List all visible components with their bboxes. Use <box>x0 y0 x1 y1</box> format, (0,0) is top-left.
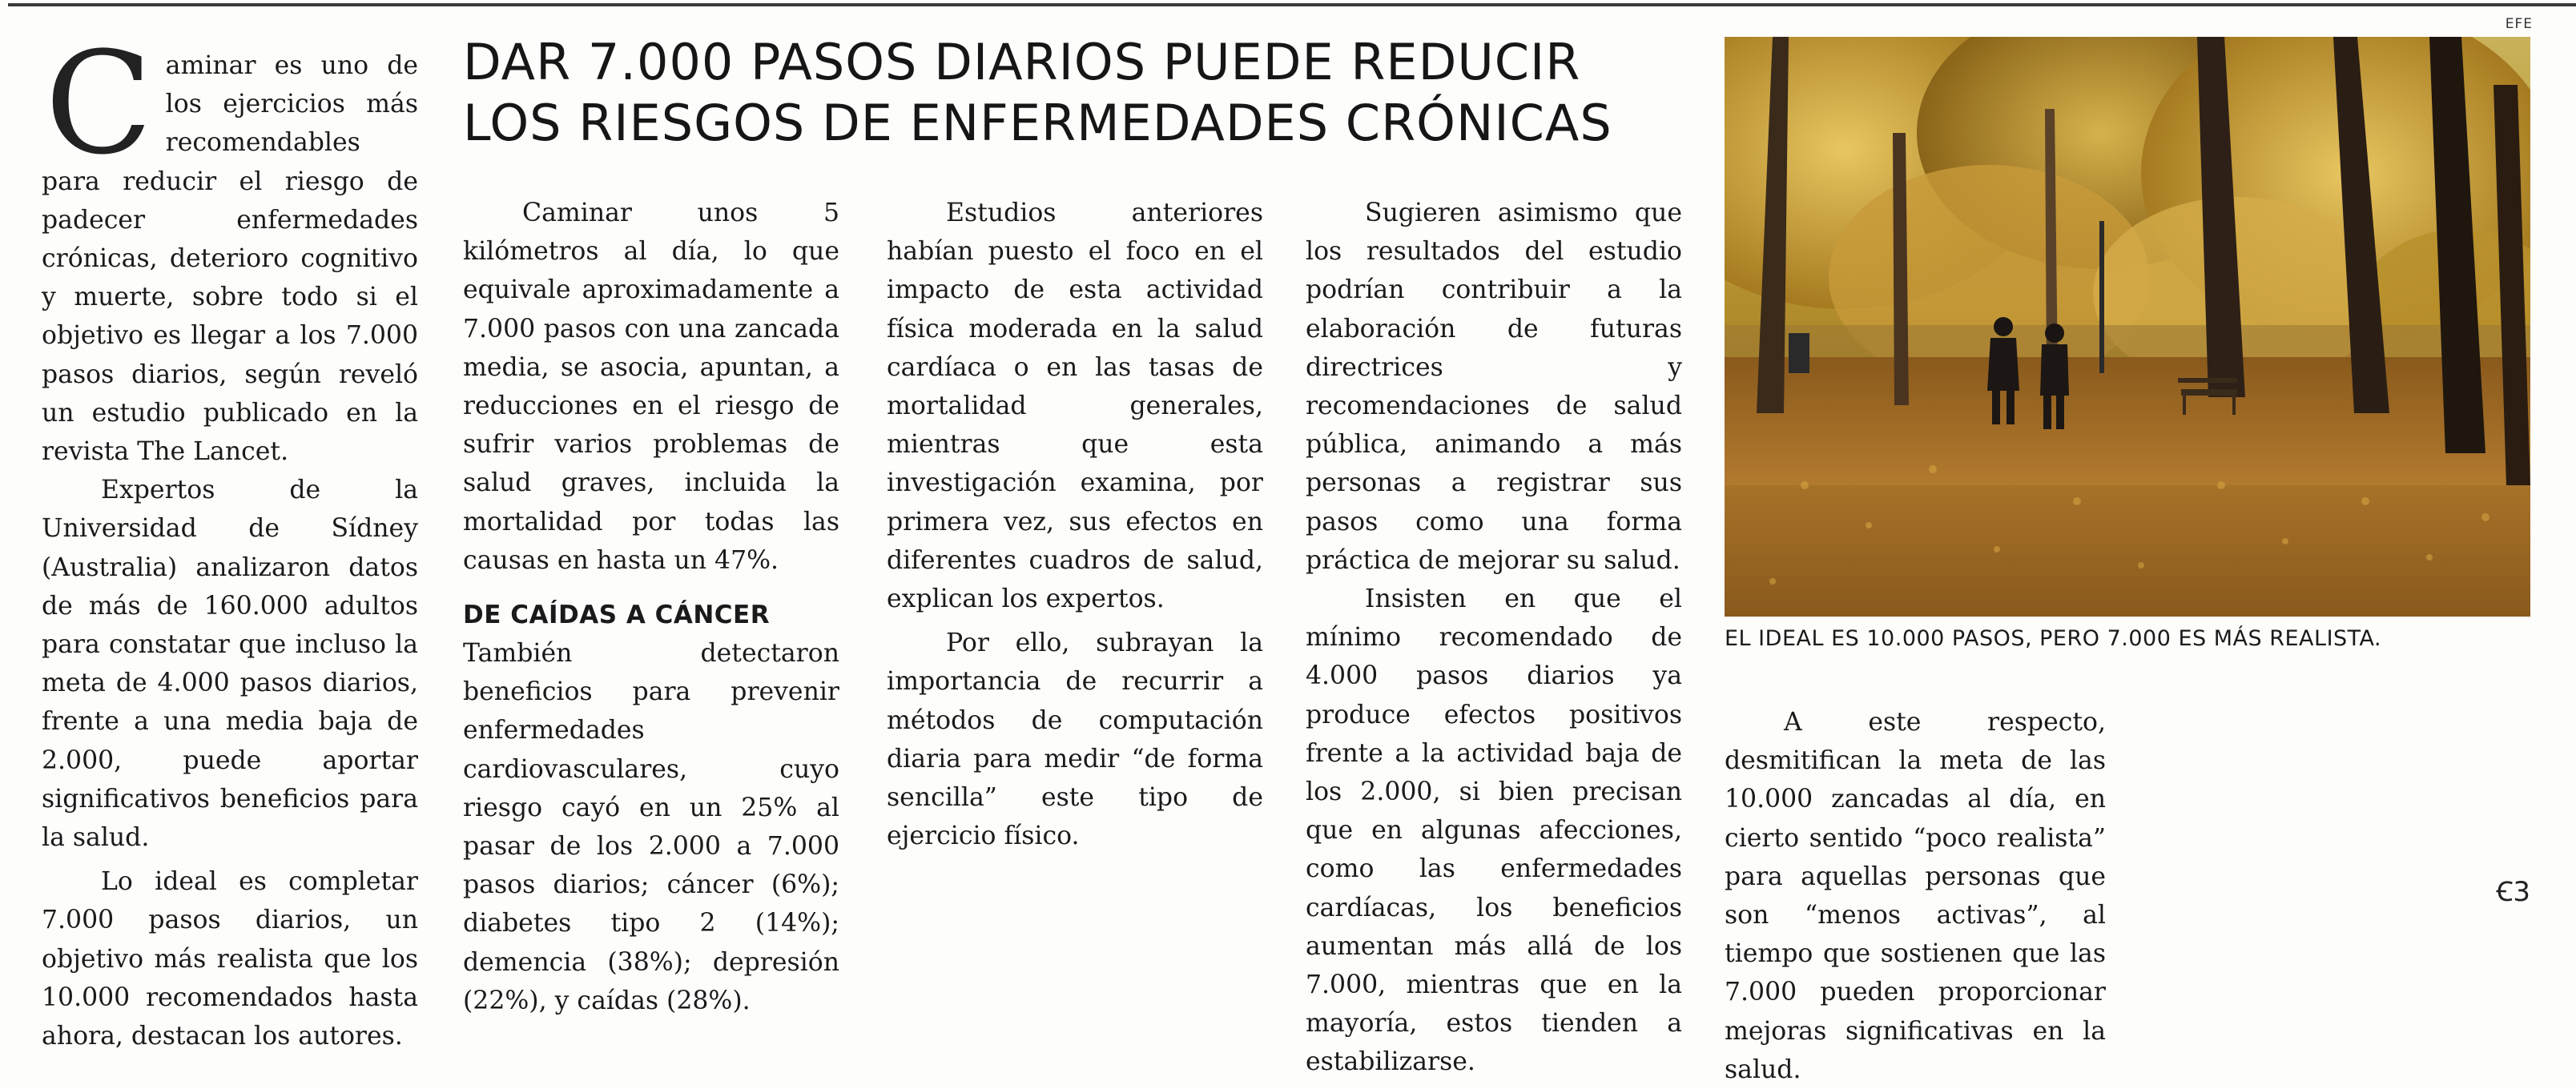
photo-caption: EL IDEAL ES 10.000 PASOS, PERO 7.000 ES MÁS REALISTA. <box>1725 626 2382 651</box>
column-1 <box>42 22 418 1055</box>
paragraph-8: Sugieren asimismo que los resultados del estudio podrían contribuir a la elaboración de futuras directrices y recomendaciones de salud pública, animando a más personas a registrar sus pasos como una forma práctica de mejorar su salud. <box>1306 199 1682 575</box>
paragraph-3: Lo ideal es completar 7.000 pasos diarios, un objetivo más realista que los 10.000 recomendados hasta ahora, destacan los autores. <box>42 867 418 1051</box>
park-photo <box>1725 37 2530 617</box>
column-4 <box>1306 194 1682 1082</box>
column-3 <box>887 194 1263 855</box>
column-5 <box>1725 703 2106 1089</box>
photo-credit: EFE <box>2505 16 2533 32</box>
paragraph-1 <box>42 22 418 471</box>
paragraph-5: También detectaron beneficios para prevenir enfermedades cardiovasculares, cuyo riesgo cayó en un 25% al pasar de los 2.000 a 7.000 pasos diarios; cáncer (6%); diabetes tipo 2 (14%); demencia (38%); depresión (22%), y caídas (28%). <box>463 639 839 1015</box>
column-6 <box>2149 873 2530 911</box>
body-text-1: aminar es uno de los ejercicios más recomendables para reducir el riesgo de padecer enfermedades crónicas, deterioro cognitivo y muerte, sobre todo si el objetivo es llegar a los 7.000 pasos diarios, según reveló un estudio publicado en la revista The Lancet. <box>42 51 418 467</box>
paragraph-2: Expertos de la Universidad de Sídney (Australia) analizaron datos de más de 160.000 adultos para constatar que incluso la meta de 4.000 pasos diarios, frente a una media baja de 2.000, puede aportar significativos beneficios para la salud. <box>42 476 418 853</box>
paragraph-6: Estudios anteriores habían puesto el foco en el impacto de esta actividad física moderada en la salud cardíaca o en las tasas de mortalidad generales, mientras que esta investigación examina, por primera vez, sus efectos en diferentes cuadros de salud, explican los expertos. <box>887 199 1263 614</box>
drop-cap: C <box>45 22 153 186</box>
paragraph-9: Insisten en que el mínimo recomendado de 4.000 pasos diarios ya produce efectos positivos frente a la actividad baja de los 2.000, si bien precisan que en algunas afecciones, como las enfermedades cardíacas, los beneficios aumentan más allá de los 7.000, mientras que en la mayoría, estos tienden a estabilizarse. <box>1306 585 1682 1077</box>
end-mark: Ꞓ3 <box>2496 876 2530 908</box>
subheading: DE CAÍDAS A CÁNCER <box>463 601 771 630</box>
headline: DAR 7.000 PASOS DIARIOS PUEDE REDUCIR LOS RIESGOS DE ENFERMEDADES CRÓNICAS <box>463 33 1612 152</box>
paragraph-4: Caminar unos 5 kilómetros al día, lo que equivale aproximadamente a 7.000 pasos con una zancada media, se asocia, apuntan, a reducciones en el riesgo de sufrir varios problemas de salud graves, incluida la mortalidad por todas las causas en hasta un 47%. <box>463 199 839 575</box>
top-rule <box>8 3 2576 6</box>
paragraph-7: Por ello, subrayan la importancia de recurrir a métodos de computación diaria para medir “de forma sencilla” este tipo de ejercicio físico. <box>887 629 1263 851</box>
park-photo-illustration <box>1725 37 2530 617</box>
paragraph-10: A este respecto, desmitifican la meta de las 10.000 zancadas al día, en cierto sentido “poco realista” para aquellas personas que son “menos activas”, al tiempo que sostienen que las 7.000 pueden proporcionar mejoras significativas en la salud. <box>1725 708 2106 1084</box>
column-2 <box>463 194 839 1020</box>
